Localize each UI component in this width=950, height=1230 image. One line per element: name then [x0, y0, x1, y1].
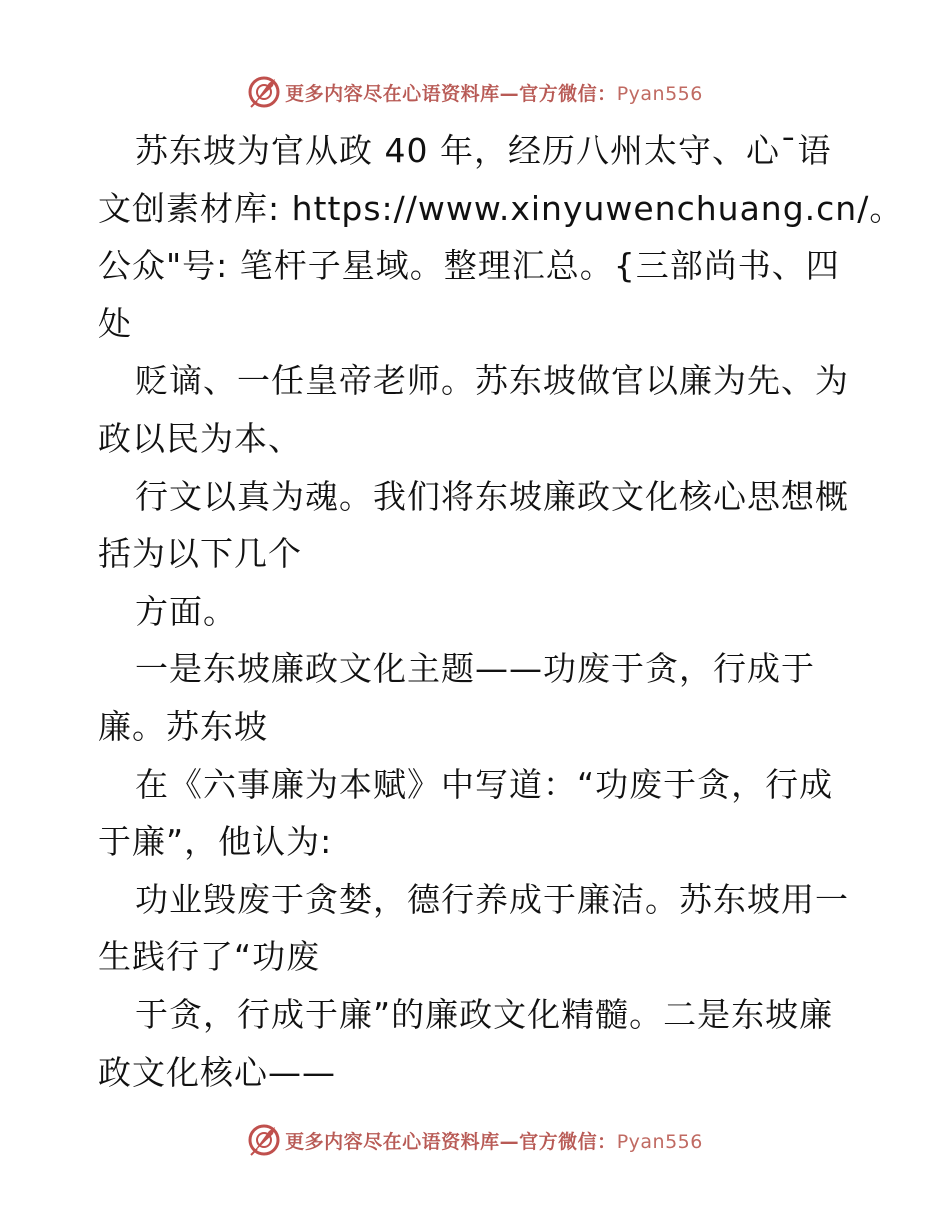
document-body [98, 122, 904, 1101]
text-line: 生践行了“功废 [98, 937, 321, 977]
quill-logo-icon [247, 75, 281, 109]
watermark-footer [0, 1120, 950, 1160]
text-line: 廉。苏东坡 [98, 706, 268, 746]
watermark-wechat-id: Pyan556 [616, 1130, 703, 1153]
watermark-separator: — [499, 1130, 520, 1153]
quill-logo-icon [247, 1123, 281, 1157]
watermark-separator: — [499, 82, 520, 105]
text-line: 行文以真为魂。我们将东坡廉政文化核心思想概 [135, 476, 849, 516]
text-line: 政文化核心—— [98, 1052, 336, 1092]
text-line: 贬谪、一任皇帝老师。苏东坡做官以廉为先、为 [135, 361, 849, 401]
watermark-text [285, 79, 703, 106]
watermark-header [0, 72, 950, 112]
text-line: 功业毁废于贪婪，德行养成于廉洁。苏东坡用一 [135, 879, 849, 919]
text-line: 政以民为本、 [98, 418, 302, 458]
watermark-brand: 更多内容尽在心语资料库 [285, 82, 500, 105]
watermark-brand: 更多内容尽在心语资料库 [285, 1130, 500, 1153]
text-line: 括为以下几个 [98, 534, 302, 574]
text-line: 在《六事廉为本赋》中写道：“功废于贪，行成 [135, 764, 834, 804]
text-line: 于贪，行成于廉”的廉政文化精髓。二是东坡廉 [135, 994, 834, 1034]
text-line: 于廉”，他认为: [98, 822, 333, 862]
text-line: 方面。 [135, 591, 237, 631]
watermark-text [285, 1127, 703, 1154]
watermark-wechat-label: 官方微信： [519, 82, 617, 105]
text-line: 文创素材库: https://www.xinyuwenchuang.cn/。 [98, 188, 904, 228]
text-line: 处 [98, 303, 132, 343]
text-line: 公众"号: 笔杆子星域。整理汇总。{三部尚书、四 [98, 246, 840, 286]
text-line: 一是东坡廉政文化主题——功废于贪，行成于 [135, 649, 815, 689]
text-line: 苏东坡为官从政 40 年，经历八州太守、心¯语 [135, 131, 832, 170]
watermark-wechat-id: Pyan556 [616, 82, 703, 105]
watermark-wechat-label: 官方微信： [519, 1130, 617, 1153]
